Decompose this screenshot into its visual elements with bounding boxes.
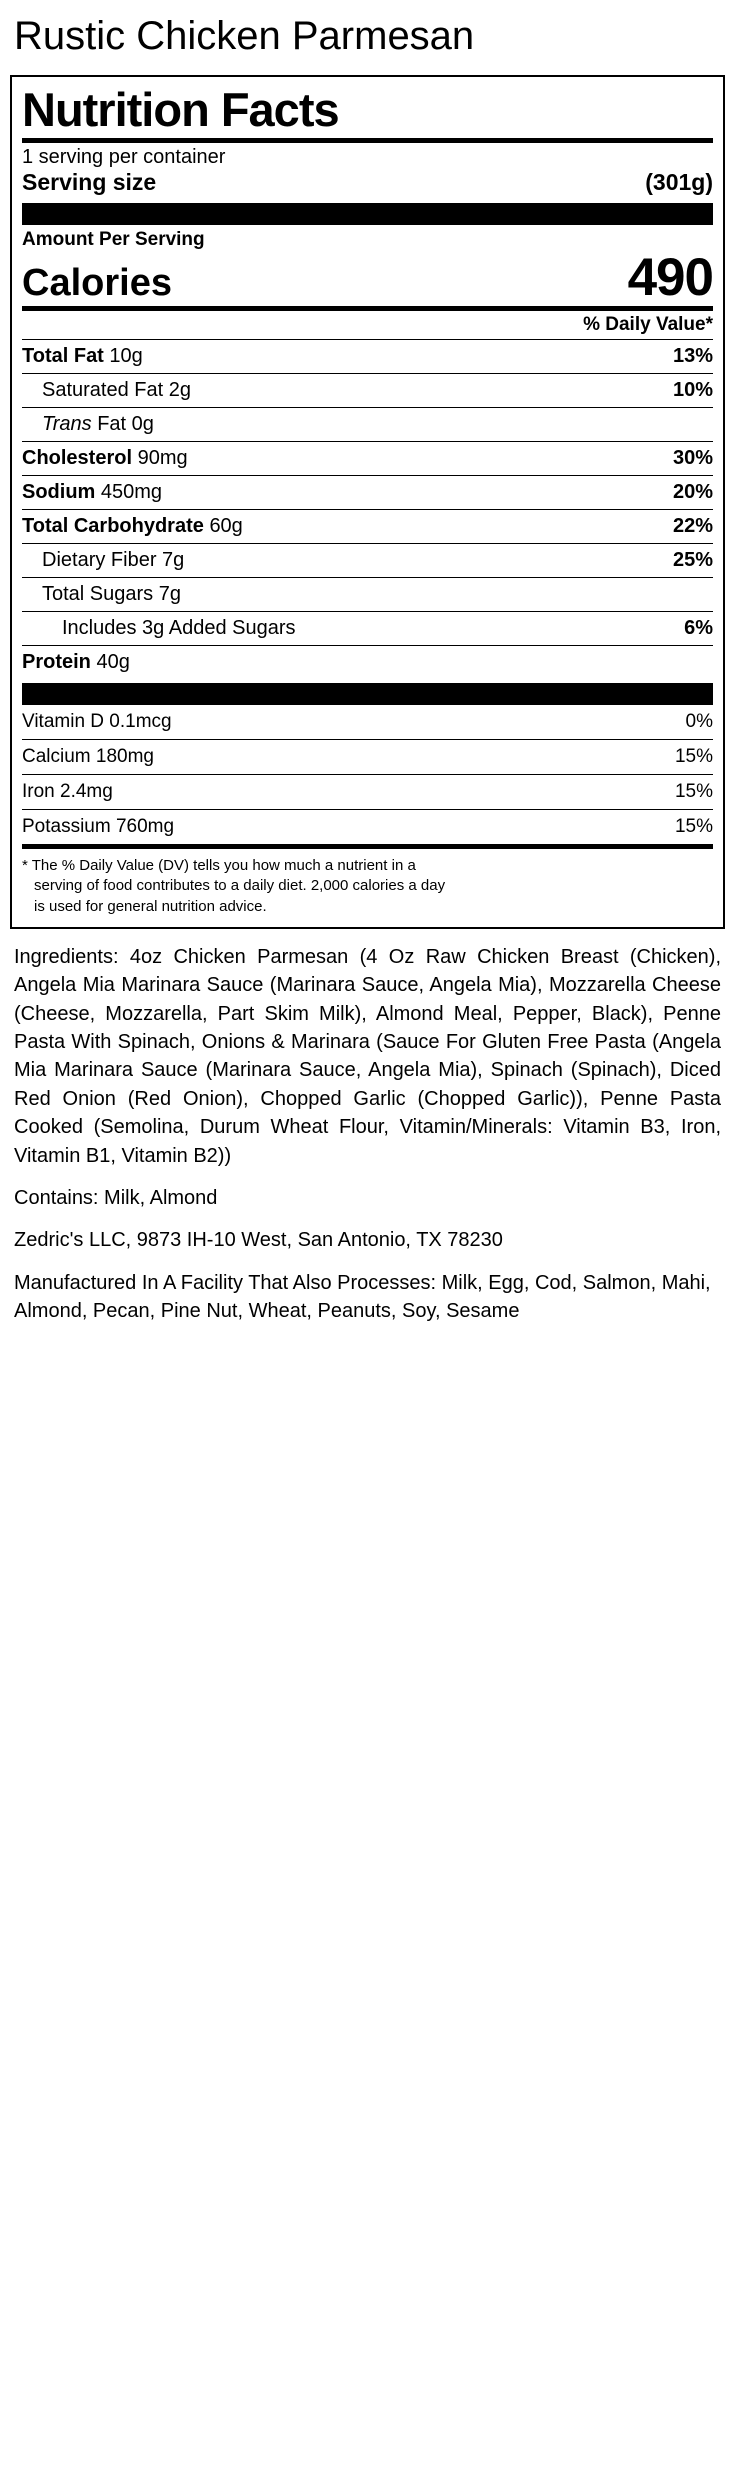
nutrient-amount: 10g: [109, 345, 143, 368]
nutrient-dv: 30%: [672, 447, 713, 470]
page-title: Rustic Chicken Parmesan: [14, 14, 475, 58]
nutrient-name: [22, 583, 705, 606]
calories-value: 490: [627, 248, 713, 308]
micronutrient-name: Calcium 180mg: [22, 746, 154, 768]
micronutrient-name: Vitamin D 0.1mcg: [22, 711, 172, 733]
micronutrient-rows: [22, 705, 713, 844]
nutrient-amount: Fat 0g: [97, 413, 154, 436]
table-row: [22, 407, 713, 441]
table-row: [22, 809, 713, 844]
serving-size-value: (301g): [645, 169, 713, 196]
nutrient-name-text: Dietary Fiber: [42, 549, 157, 572]
nutrient-name: [22, 617, 676, 640]
nutrient-amount: 60g: [209, 515, 243, 538]
micronutrient-dv: 15%: [674, 816, 713, 838]
company-address-text: Zedric's LLC, 9873 IH-10 West, San Antonio, TX 78230: [14, 1229, 503, 1252]
nutrient-dv: 22%: [672, 515, 713, 538]
nutrient-name: [22, 549, 665, 572]
nutrient-name-text: Protein: [22, 651, 91, 674]
calories-row: [22, 248, 713, 308]
nutrient-dv: 25%: [672, 549, 713, 572]
micronutrient-dv: 15%: [674, 781, 713, 803]
nutrient-name: [22, 481, 665, 504]
facility-allergen-text: Manufactured In A Facility That Also Processes: Milk, Egg, Cod, Salmon, Mahi, Almond, Pecan, Pine Nut, Wheat, Peanuts, Soy, Sesame: [14, 1271, 711, 1323]
table-row: [22, 441, 713, 475]
nutrient-dv: 6%: [684, 617, 713, 640]
nutrient-rows: [22, 339, 713, 679]
nutrient-dv: 10%: [672, 379, 713, 402]
nutrient-name: [22, 413, 705, 436]
footnote-line-1: * The % Daily Value (DV) tells you how much a nutrient in a: [22, 857, 416, 875]
table-row: [22, 373, 713, 407]
nutrient-name-text: Total Sugars: [42, 583, 154, 606]
nutrient-name-text: Sodium: [22, 481, 96, 504]
nutrient-name-text: Saturated Fat: [42, 379, 164, 402]
footnote-line-2: serving of food contributes to a daily diet. 2,000 calories a day: [34, 877, 446, 895]
nutrient-amount: 2g: [168, 379, 191, 402]
table-row: [22, 739, 713, 774]
serving-size-row: [22, 169, 713, 199]
table-row: [22, 705, 713, 739]
serving-size-label: Serving size: [22, 169, 157, 196]
nutrient-name-text: Total Fat: [22, 345, 104, 368]
nutrient-name-text: Total Carbohydrate: [22, 515, 204, 538]
nutrient-name-text: Cholesterol: [22, 447, 133, 470]
micronutrient-name: Iron 2.4mg: [22, 781, 113, 803]
nutrient-name: [22, 515, 665, 538]
calories-label: Calories: [22, 262, 172, 305]
nutrient-name: [22, 345, 665, 368]
table-row: [22, 645, 713, 679]
nutrient-name-text: Includes 3g Added Sugars: [62, 617, 296, 640]
ingredients-text: Ingredients: 4oz Chicken Parmesan (4 Oz Raw Chicken Breast (Chicken), Angela Mia Marinara Sauce (Marinara Sauce, Angela Mia), Mozzarella Cheese (Cheese, Mozzarella, Part Skim Milk), Almond Meal, Pepper, Black), Penne Pasta With Spinach, Onions & Marinara (Sauce For Gluten Free Pasta (Angela Mia Marinara Sauce (Marinara Sauce, Angela Mia), Spinach (Spinach), Diced Red Onion (Red Onion), Chopped Garlic (Chopped Garlic)), Penne Pasta Cooked (Semolina, Durum Wheat Flour, Vitamin/Minerals: Vitamin B3, Iron, Vitamin B1, Vitamin B2)): [14, 945, 721, 1167]
table-row: [22, 543, 713, 577]
nutrient-amount: 90mg: [137, 447, 188, 470]
nutrition-facts-title: Nutrition Facts: [22, 82, 339, 136]
contains-allergens-text: Contains: Milk, Almond: [14, 1187, 218, 1210]
nutrient-name: [22, 447, 665, 470]
micronutrient-dv: 15%: [674, 746, 713, 768]
nutrient-name-text: Trans: [42, 413, 92, 436]
footnote-line-3: is used for general nutrition advice.: [34, 897, 267, 915]
nutrient-dv: 20%: [672, 481, 713, 504]
nutrient-dv: 13%: [672, 345, 713, 368]
nutrient-amount: 7g: [158, 583, 181, 606]
amount-per-serving-label: Amount Per Serving: [22, 229, 205, 251]
table-row: [22, 577, 713, 611]
nutrient-amount: 40g: [96, 651, 130, 674]
nutrient-amount: 7g: [162, 549, 185, 572]
table-row: [22, 611, 713, 645]
table-row: [22, 509, 713, 543]
nutrition-facts-panel: [10, 75, 725, 929]
thick-black-band: [22, 203, 713, 225]
table-row: [22, 475, 713, 509]
micronutrient-dv: 0%: [685, 711, 713, 733]
nutrient-name: [22, 379, 665, 402]
table-row: [22, 774, 713, 809]
micronutrient-name: Potassium 760mg: [22, 816, 175, 838]
daily-value-footnote: [22, 844, 713, 919]
nutrient-name: [22, 651, 705, 674]
daily-value-header: % Daily Value*: [583, 314, 713, 336]
thick-black-band-2: [22, 683, 713, 705]
table-row: [22, 339, 713, 373]
servings-per-container: 1 serving per container: [22, 146, 226, 169]
nutrient-amount: 450mg: [100, 481, 163, 504]
